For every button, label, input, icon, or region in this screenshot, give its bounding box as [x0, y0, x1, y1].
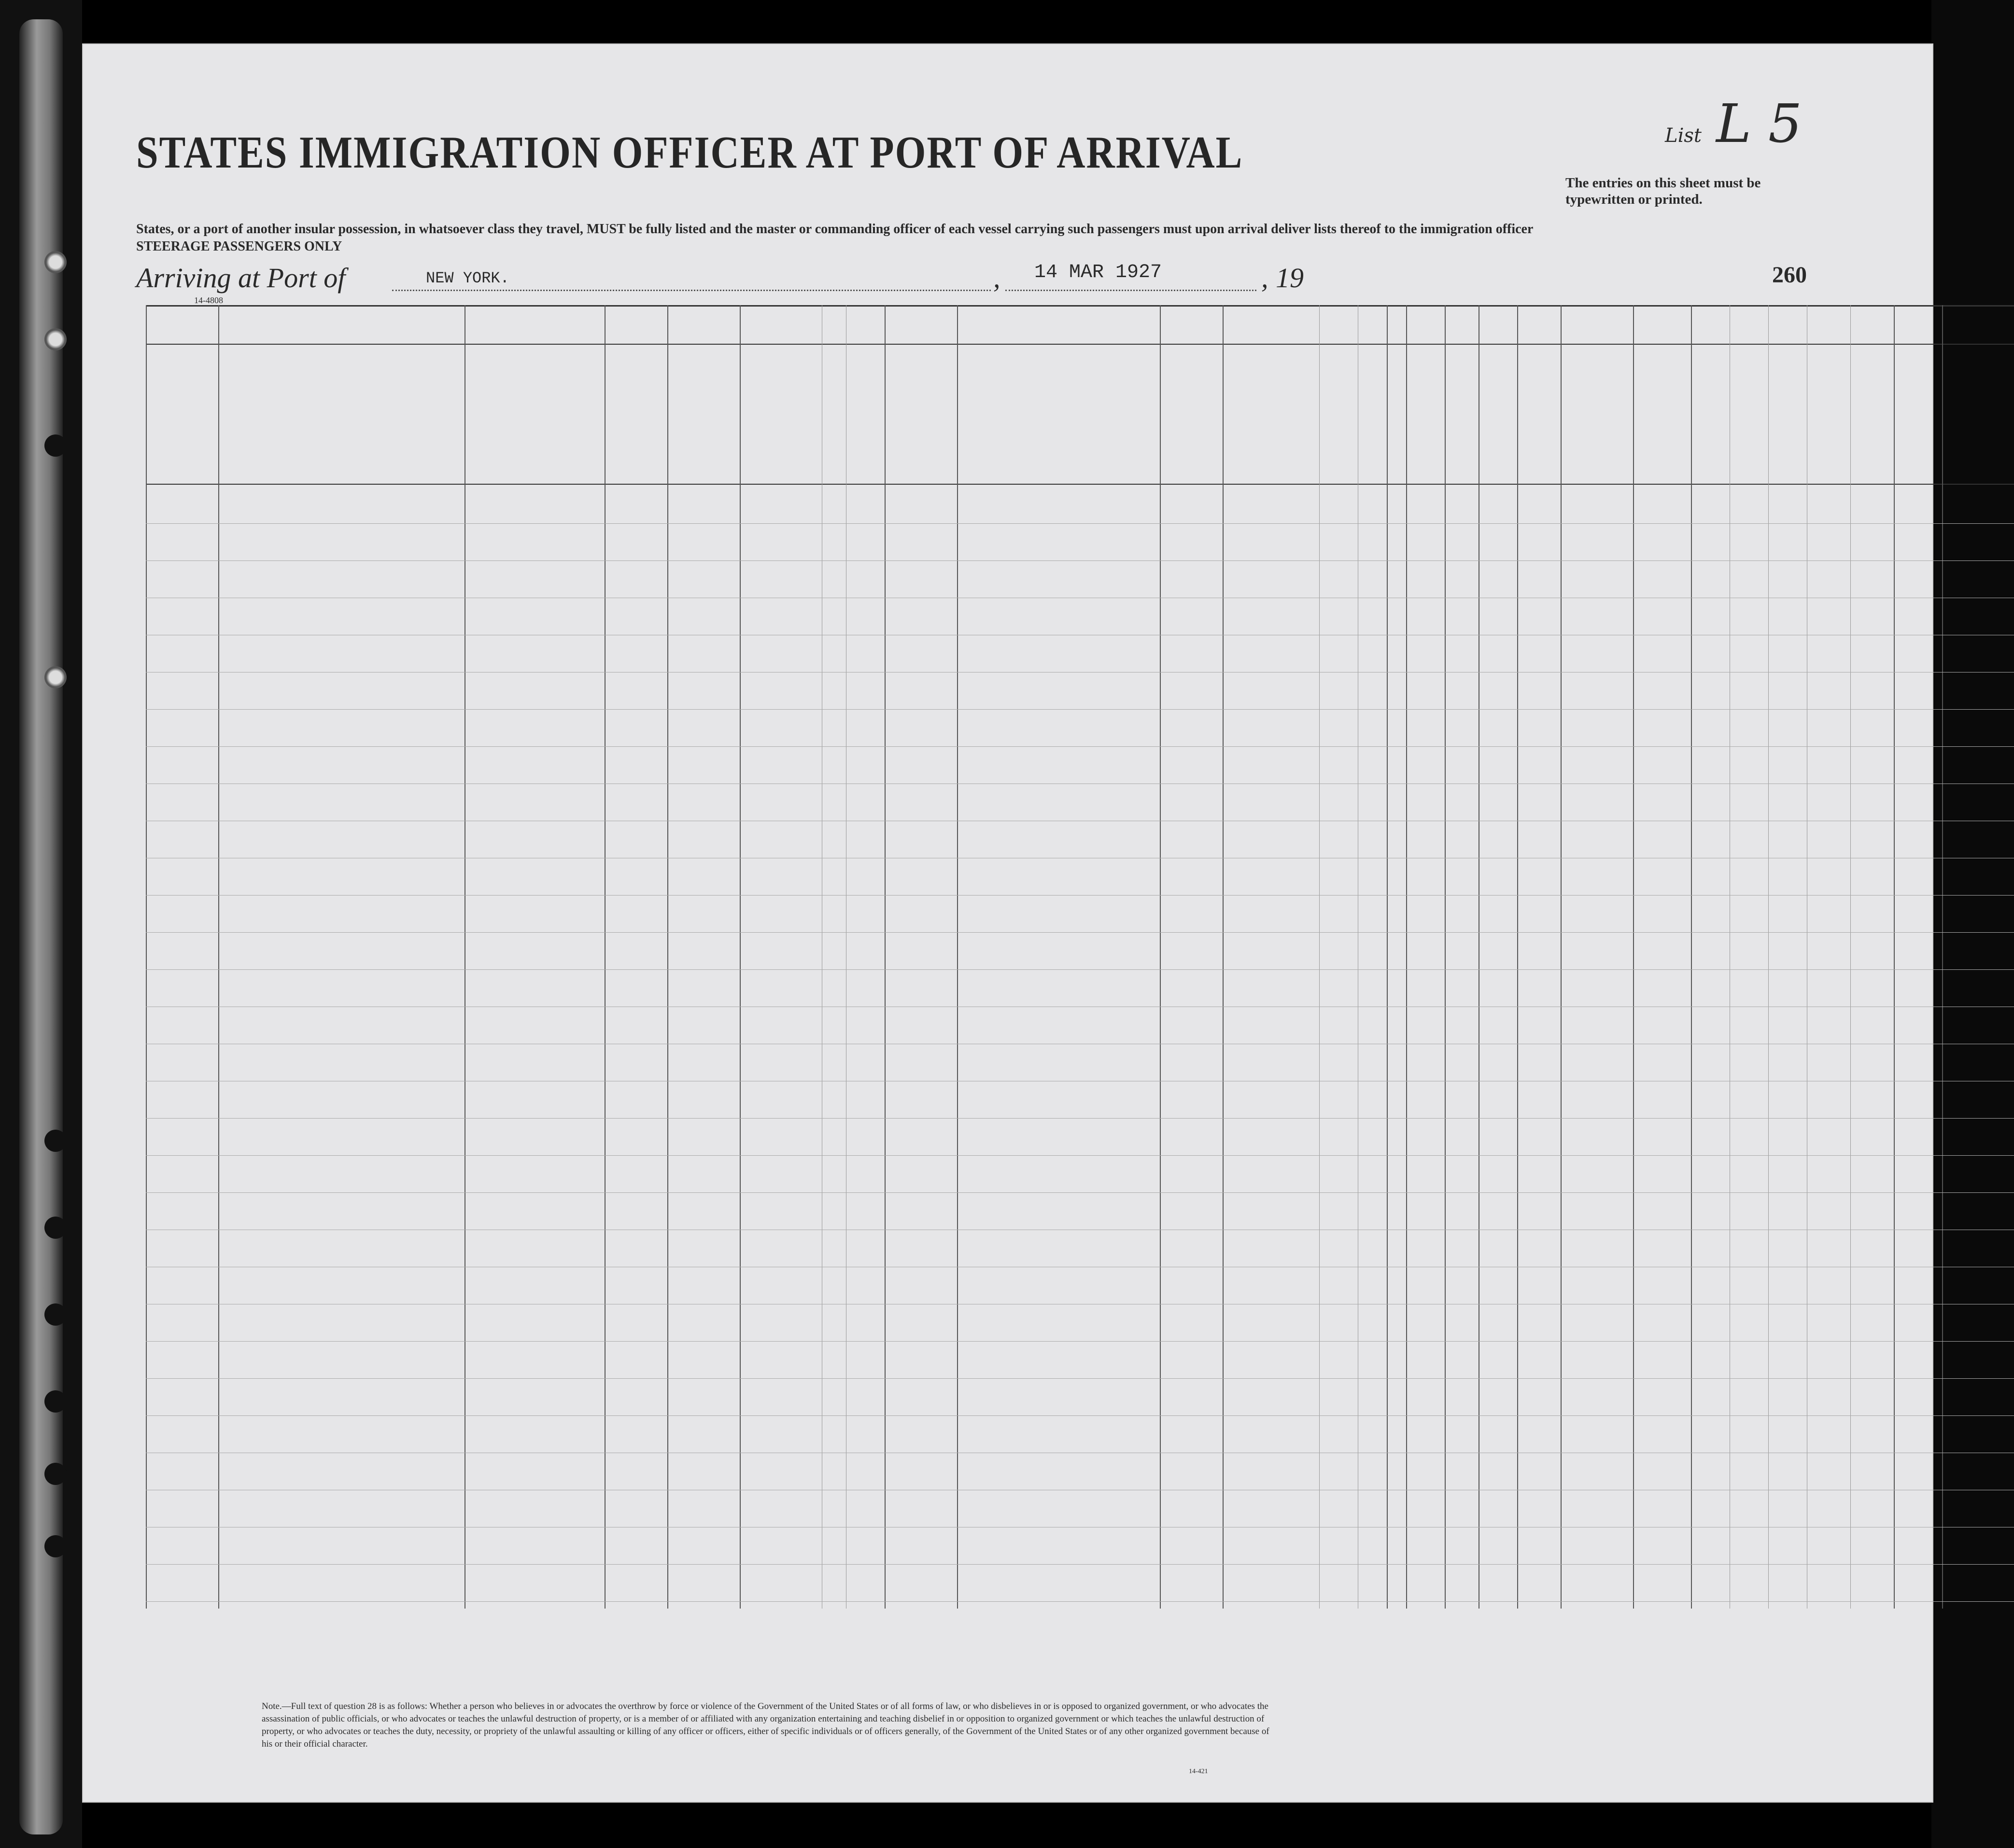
binder-hole: [44, 1390, 67, 1413]
binder-hole: [44, 1303, 67, 1326]
arrival-line: [136, 262, 1778, 300]
column-divider: [1633, 305, 1634, 1609]
row-rule: [146, 560, 2014, 561]
row-rule: [146, 969, 2014, 970]
row-rule: [146, 1341, 2014, 1342]
question-28-footnote: Note.—Full text of question 28 is as follows: Whether a person who believes in or advocates the overthrow by force or violence of the Government of the United States or of all forms of law, or who disbelieves in or is opposed to organized government, or who advocates the assassination of public officials, or who advocates or teaches the unlawful destruction of property, or is a member of or affiliated with any organization entertaining and teaching disbelief in or opposition to organized government or which teaches the unlawful destruction of property, or who advocates or teaches the duty, necessity, or propriety of the unlawful assaulting or killing of any officer or officers, either of specific individuals or of officers generally, of the Government of the United States or of any other organized government because of his or their official character.: [262, 1701, 1269, 1749]
row-rule: [146, 523, 2014, 524]
binder-hole: [44, 1130, 67, 1152]
row-rule: [146, 1378, 2014, 1379]
binding-margin: [0, 0, 82, 1848]
intro-class: STEERAGE PASSENGERS ONLY: [136, 239, 342, 254]
binder-hole: [44, 666, 67, 688]
row-rule: [146, 1192, 2014, 1193]
row-rule: [146, 932, 2014, 933]
date-dotted-line: [1005, 290, 1256, 291]
row-rule: [146, 1155, 2014, 1156]
row-rule: [146, 746, 2014, 747]
binder-hole: [44, 328, 67, 350]
column-divider: [1319, 305, 1320, 1609]
row-rule: [146, 709, 2014, 710]
year-label: 19: [1276, 262, 1304, 294]
footer-form-number: 14-421: [1189, 1768, 1208, 1775]
column-divider: [1942, 305, 1943, 1609]
page-title: STATES IMMIGRATION OFFICER AT PORT OF ARRIVAL: [136, 127, 1243, 178]
column-divider: [1691, 305, 1692, 1609]
binder-hole: [44, 434, 67, 457]
typewritten-note: The entries on this sheet must be typewritten or printed.: [1565, 175, 1761, 207]
date-stamp: 14 MAR 1927: [1034, 262, 1162, 283]
row-rule: [146, 1415, 2014, 1416]
column-divider: [1445, 305, 1446, 1609]
column-divider: [1223, 305, 1224, 1609]
arrival-port: NEW YORK.: [426, 269, 509, 287]
column-divider: [1160, 305, 1161, 1609]
column-divider: [1517, 305, 1518, 1609]
manifest-page: [82, 43, 1933, 1803]
column-divider: [1850, 305, 1851, 1609]
binder-hole: [44, 251, 67, 273]
column-divider: [740, 305, 741, 1609]
column-divider: [1561, 305, 1562, 1609]
row-rule: [146, 895, 2014, 896]
list-value: L 5: [1716, 93, 1802, 154]
column-divider: [1894, 305, 1895, 1609]
arriving-label: Arriving at Port of: [136, 262, 346, 294]
column-divider: [1768, 305, 1769, 1609]
comma: ,: [1261, 262, 1268, 294]
list-label: List: [1665, 125, 1702, 147]
binder-hole: [44, 1463, 67, 1485]
row-rule: [146, 1118, 2014, 1119]
row-rule: [146, 1564, 2014, 1565]
column-divider: [1387, 305, 1388, 1609]
table-top-rule: [146, 305, 2014, 307]
port-dotted-line: [392, 290, 991, 291]
row-rule: [146, 1601, 2014, 1602]
form-number: 14-4808: [194, 295, 223, 305]
binder-hole: [44, 1535, 67, 1557]
column-divider: [885, 305, 886, 1609]
column-number-rule: [146, 344, 2014, 345]
list-number: [1655, 93, 1802, 154]
column-divider: [667, 305, 668, 1609]
sheet-number: 260: [1772, 262, 1807, 288]
column-divider: [605, 305, 606, 1609]
intro-text: [136, 221, 1657, 255]
header-bottom-rule: [146, 484, 2014, 485]
column-divider: [146, 305, 147, 1609]
manifest-table: [146, 305, 2014, 1609]
binder-hole: [44, 1217, 67, 1239]
comma: ,: [993, 262, 1000, 294]
binding-strip: [19, 19, 63, 1834]
column-divider: [1406, 305, 1407, 1609]
intro-paragraph: States, or a port of another insular possession, in whatsoever class they travel, MUST be fully listed and the master or commanding officer of each vessel carrying such passengers must upon arrival deliver lists thereof to the immigration officer: [136, 222, 1534, 237]
column-divider: [218, 305, 219, 1609]
column-divider: [957, 305, 958, 1609]
